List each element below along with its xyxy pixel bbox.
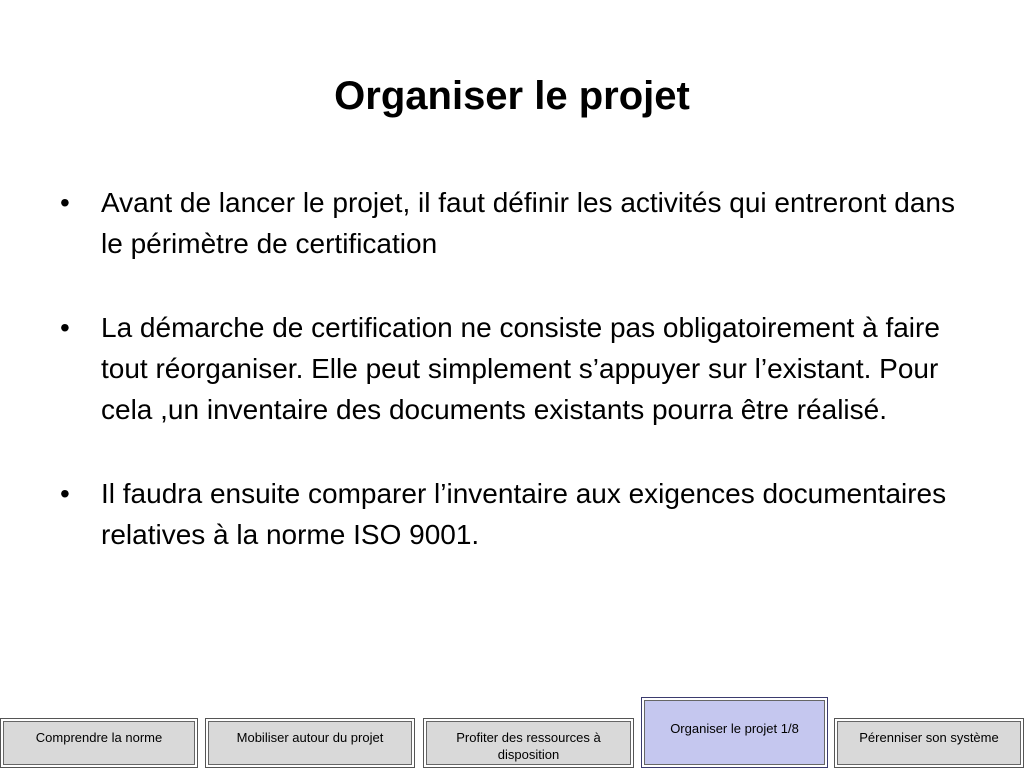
- bullet-list: [60, 182, 960, 598]
- bullet-item: [60, 307, 960, 430]
- bullet-dot-icon: •: [60, 187, 70, 218]
- nav-tab-mobiliser-autour-du-projet[interactable]: [205, 718, 415, 768]
- bullet-item: [60, 473, 960, 555]
- nav-tab-profiter-des-ressources[interactable]: [423, 718, 634, 768]
- bullet-item: [60, 182, 960, 264]
- nav-tab-label: Organiser le projet 1/8: [670, 721, 799, 736]
- nav-tab-organiser-le-projet[interactable]: [641, 697, 828, 768]
- bullet-dot-icon: •: [60, 312, 70, 343]
- nav-tab-label: Pérenniser son système: [859, 730, 999, 745]
- slide-title: Organiser le projet: [334, 74, 690, 118]
- nav-tab-perenniser-son-systeme[interactable]: [834, 718, 1024, 768]
- bullet-text: Avant de lancer le projet, il faut définir les activités qui entreront dans le périmètre de certification: [101, 187, 955, 259]
- nav-tab-comprendre-la-norme[interactable]: [0, 718, 198, 768]
- bullet-dot-icon: •: [60, 478, 70, 509]
- nav-tab-label: Mobiliser autour du projet: [236, 730, 384, 745]
- nav-tab-label: Profiter des ressources à disposition: [456, 730, 601, 762]
- bullet-text: La démarche de certification ne consiste pas obligatoirement à faire tout réorganiser. Elle peut simplement s’appuyer sur l’existant. Pour cela ,un inventaire des documents existants pourra être réalisé.: [101, 312, 940, 425]
- bullet-text: Il faudra ensuite comparer l’inventaire aux exigences documentaires relatives à la norme ISO 9001.: [101, 478, 947, 550]
- nav-tab-label: Comprendre la norme: [35, 730, 163, 745]
